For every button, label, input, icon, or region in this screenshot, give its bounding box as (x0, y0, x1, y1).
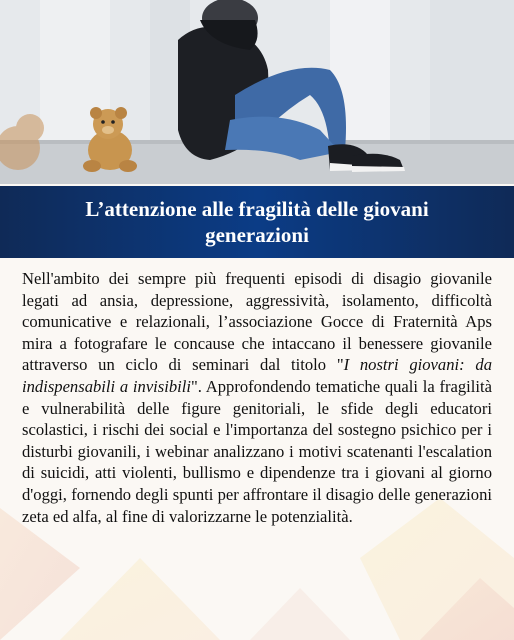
article-text-part1: Nell'ambito dei sempre più frequenti episodi di disagio giovanile legati ad ansia, depressione, aggressività, isolamento, difficoltà comunicative e relazionali, l’associazione Gocce di Fraternità Aps mira a fotografare le concause che intaccano il benessere giovanile attraverso un ciclo di seminari dal titolo " (22, 269, 492, 375)
seminar-series-title: I nostri giovani: da indispensabili a invisibili (22, 355, 492, 396)
article-paragraph (22, 268, 492, 527)
article-text-part2: ". Approfondendo tematiche quali la fragilità e vulnerabilità delle figure genitoriali, le sfide degli educatori scolastici, i rischi dei social e l'importanza del sostegno psichico per i disturbi giovanili, i webinar analizzano i motivi scatenanti l'escalation di suicidi, atti violenti, bullismo e dipendenze tra i giovani al giorno d'oggi, fornendo degli spunti per affrontare il disagio delle generazioni zeta ed alfa, al fine di valorizzarne le potenzialità. (22, 376, 492, 526)
banner-title: L’attenzione alle fragilità delle giovani generazioni (85, 197, 429, 247)
header-photo (0, 0, 514, 184)
child-photo-illustration (0, 0, 514, 184)
title-banner (0, 186, 514, 258)
